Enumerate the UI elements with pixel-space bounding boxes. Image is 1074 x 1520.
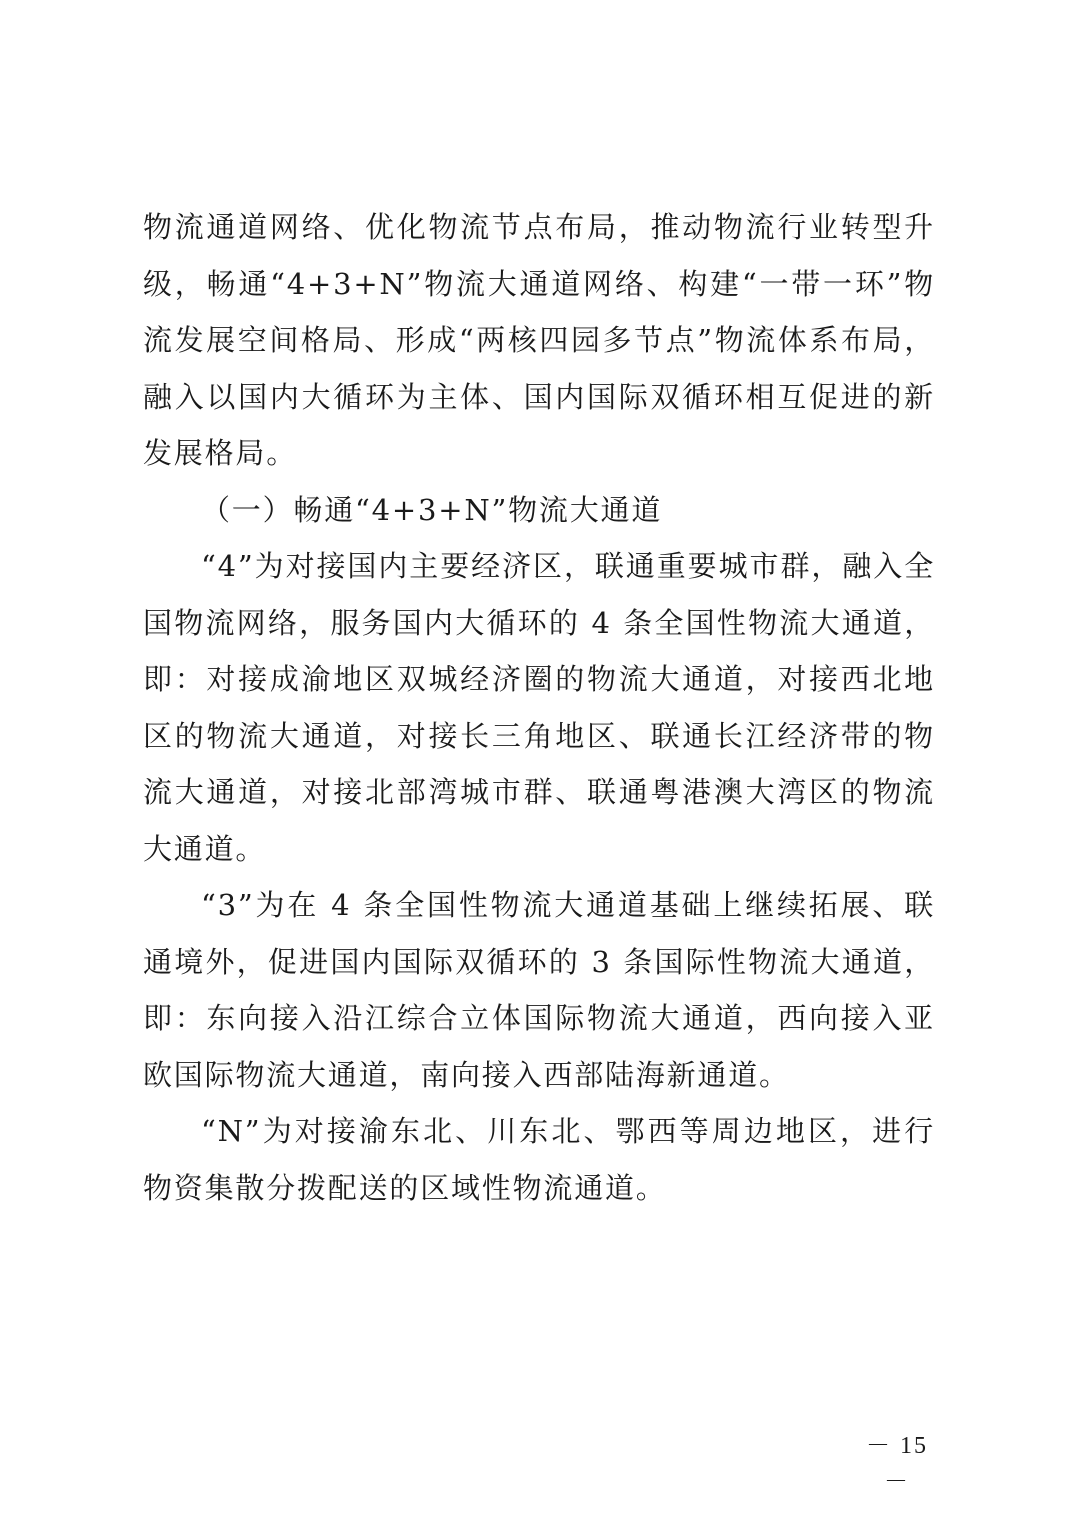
paragraph-4-corridors: “4”为对接国内主要经济区，联通重要城市群，融入全国物流网络，服务国内大循环的 4 条全国性物流大通道，即：对接成渝地区双城经济圈的物流大通道，对接西北地区的物流大通道，对接长三角地区、联通长江经济带的物流大通道，对接北部湾城市群、联通粤港澳大湾区的物流大通道。 bbox=[143, 549, 935, 866]
paragraph-intro-continuation: 物流通道网络、优化物流节点布局，推动物流行业转型升级，畅通“4+3+N”物流大通道网络、构建“一带一环”物流发展空间格局、形成“两核四园多节点”物流体系布局，融入以国内大循环为主体、国内国际双循环相互促进的新发展格局。 bbox=[143, 210, 935, 470]
paragraph-3-corridors: “3”为在 4 条全国性物流大通道基础上继续拓展、联通境外，促进国内国际双循环的 3 条国际性物流大通道，即：东向接入沿江综合立体国际物流大通道，西向接入亚欧国际物流大通道，南向接入西部陆海新通道。 bbox=[143, 888, 935, 1092]
body-text bbox=[143, 199, 935, 1216]
paragraph-n-corridors: “N”为对接渝东北、川东北、鄂西等周边地区，进行物资集散分拨配送的区域性物流通道。 bbox=[143, 1114, 935, 1205]
section-heading: （一）畅通“4+3+N”物流大通道 bbox=[201, 492, 663, 527]
page-number: － 15 － bbox=[866, 1433, 928, 1495]
